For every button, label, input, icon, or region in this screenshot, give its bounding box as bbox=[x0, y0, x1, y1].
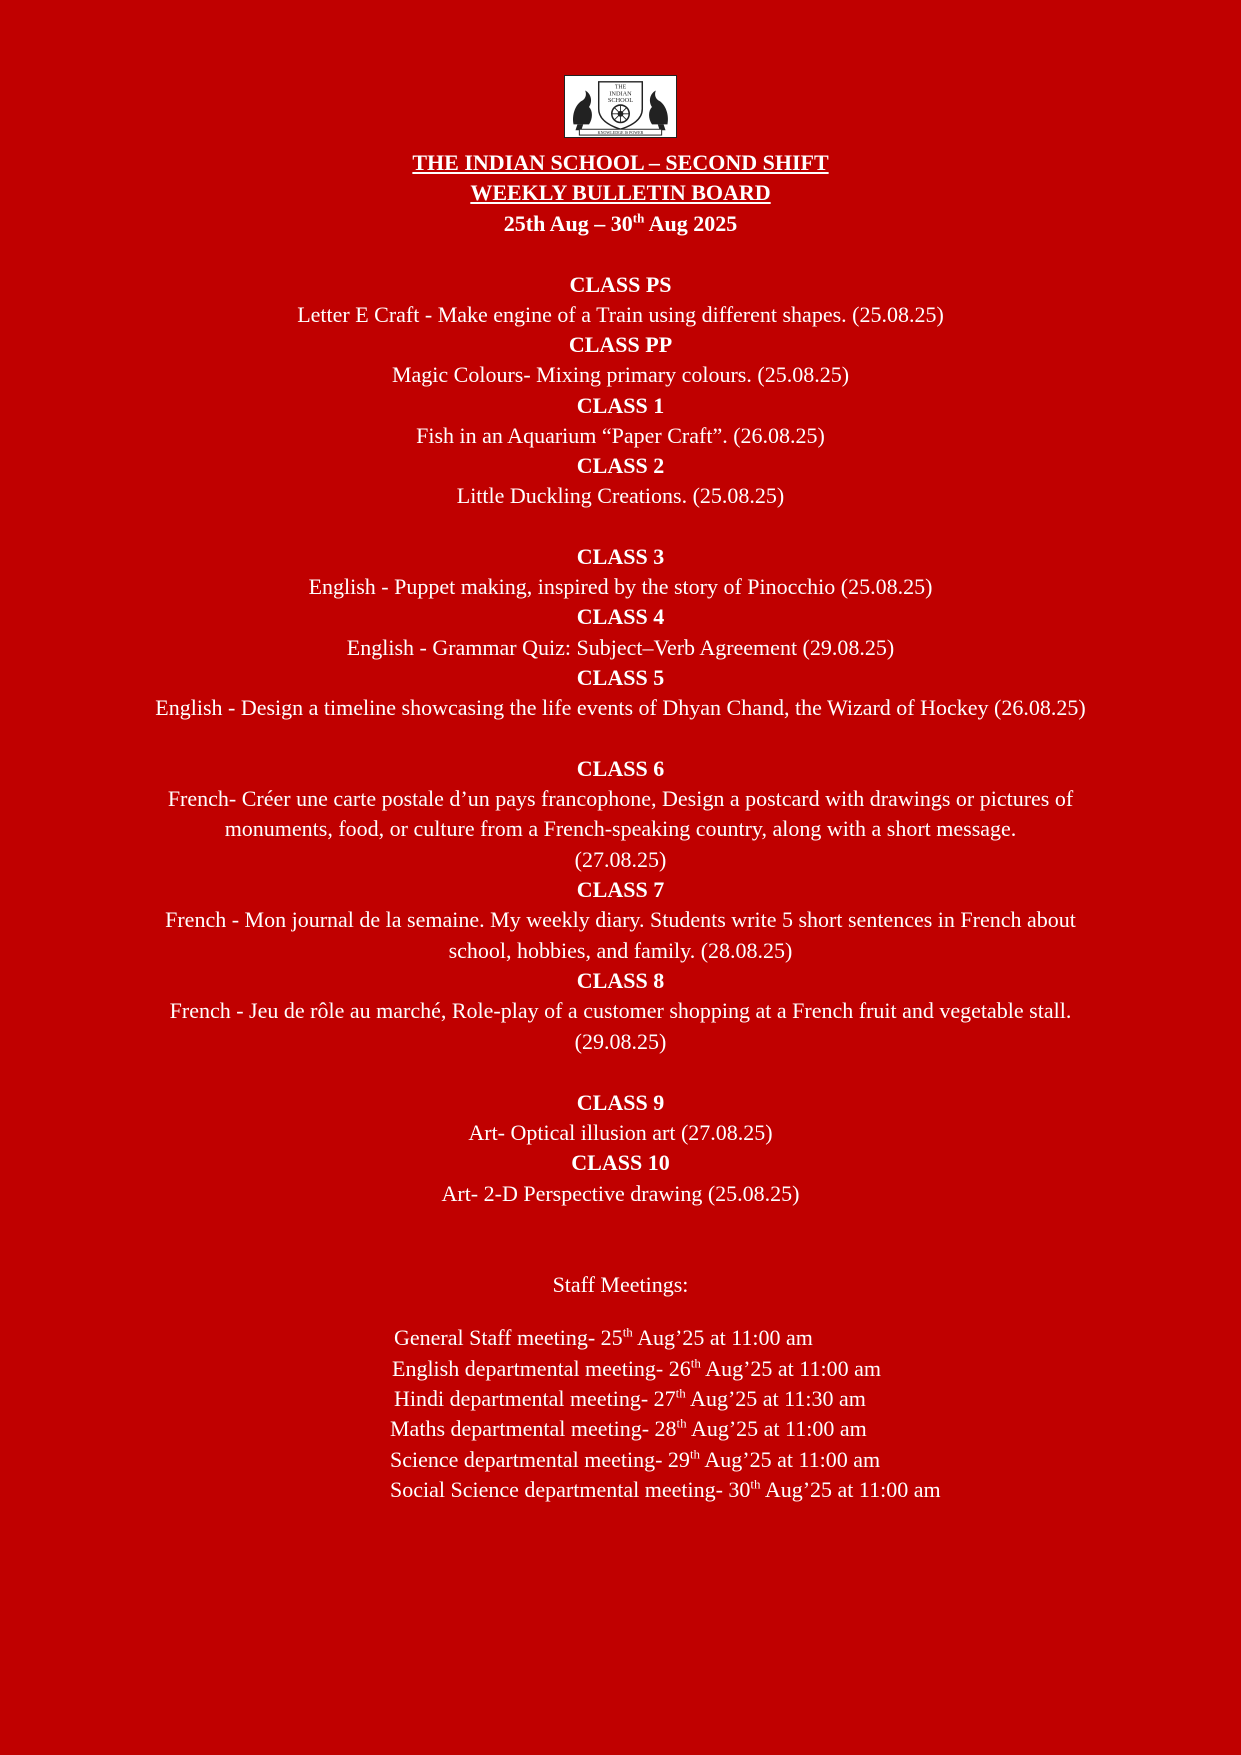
class-heading: CLASS 3 bbox=[576, 544, 665, 569]
class-activity: Art- 2-D Perspective drawing (25.08.25) bbox=[441, 1181, 800, 1206]
class-activity: French- Créer une carte postale d’un pays francophone, Design a postcard with drawings or pictures of bbox=[167, 786, 1074, 811]
class-activity: Magic Colours- Mixing primary colours. (25.08.25) bbox=[391, 362, 850, 387]
staff-meeting-item bbox=[394, 1323, 813, 1353]
meeting-text: General Staff meeting- 25 bbox=[394, 1325, 623, 1350]
meeting-text: Science departmental meeting- 29 bbox=[390, 1447, 690, 1472]
meeting-sup: th bbox=[750, 1476, 761, 1492]
class-activity: (27.08.25) bbox=[574, 847, 667, 872]
class-heading: CLASS PS bbox=[569, 272, 672, 297]
meeting-time: Aug’25 at 11:00 am bbox=[760, 1477, 941, 1502]
meeting-time: Aug’25 at 11:00 am bbox=[700, 1447, 881, 1472]
date-range bbox=[0, 209, 1241, 239]
date-range-start: 25th Aug – 30 bbox=[503, 211, 633, 236]
meeting-time: Aug’25 at 11:00 am bbox=[686, 1416, 867, 1441]
class-activity: monuments, food, or culture from a French-speaking country, along with a short message. bbox=[224, 816, 1017, 841]
meeting-text: English departmental meeting- 26 bbox=[392, 1356, 691, 1381]
staff-meetings-heading: Staff Meetings: bbox=[552, 1272, 689, 1297]
meeting-text: Social Science departmental meeting- 30 bbox=[390, 1477, 751, 1502]
class-activity: (29.08.25) bbox=[574, 1029, 667, 1054]
crest-text-top: THE bbox=[614, 84, 627, 91]
meeting-sup: th bbox=[690, 1355, 701, 1371]
meeting-sup: th bbox=[622, 1324, 633, 1340]
class-activity: school, hobbies, and family. (28.08.25) bbox=[448, 938, 793, 963]
meeting-sup: th bbox=[675, 1385, 686, 1401]
meeting-time: Aug’25 at 11:00 am bbox=[700, 1356, 881, 1381]
meeting-sup: th bbox=[689, 1446, 701, 1462]
meeting-time: Aug’25 at 11:00 am bbox=[632, 1325, 813, 1350]
class-heading: CLASS 9 bbox=[576, 1090, 665, 1115]
staff-meeting-item bbox=[390, 1414, 867, 1444]
class-heading: CLASS 6 bbox=[576, 756, 665, 781]
crest-text-indian: INDIAN bbox=[609, 90, 632, 98]
staff-meeting-item bbox=[392, 1354, 881, 1384]
staff-meeting-item bbox=[390, 1445, 880, 1475]
meeting-sup: th bbox=[676, 1415, 687, 1431]
class-heading: CLASS 7 bbox=[576, 877, 665, 902]
crest-motto: KNOWLEDGE IS POWER bbox=[597, 130, 644, 136]
date-range-end: Aug 2025 bbox=[644, 211, 738, 236]
staff-meeting-item bbox=[390, 1475, 941, 1505]
class-activity: Letter E Craft - Make engine of a Train using different shapes. (25.08.25) bbox=[297, 302, 944, 327]
class-heading: CLASS 8 bbox=[576, 968, 665, 993]
school-title: THE INDIAN SCHOOL – SECOND SHIFT bbox=[412, 150, 829, 175]
class-heading: CLASS 10 bbox=[571, 1150, 670, 1175]
class-heading: CLASS 1 bbox=[576, 393, 665, 418]
class-heading: CLASS PP bbox=[568, 332, 673, 357]
class-activity: English - Design a timeline showcasing the life events of Dhyan Chand, the Wizard of Hockey (26.08.25) bbox=[155, 695, 1086, 720]
date-range-sup: th bbox=[632, 210, 645, 226]
staff-meeting-item bbox=[394, 1384, 866, 1414]
school-crest-icon bbox=[564, 75, 677, 138]
crest-text-school: SCHOOL bbox=[607, 97, 634, 105]
class-heading: CLASS 2 bbox=[576, 453, 665, 478]
bulletin-title: WEEKLY BULLETIN BOARD bbox=[470, 180, 771, 205]
class-activity: English - Grammar Quiz: Subject–Verb Agreement (29.08.25) bbox=[346, 635, 895, 660]
class-heading: CLASS 5 bbox=[576, 665, 665, 690]
class-activity: Fish in an Aquarium “Paper Craft”. (26.08.25) bbox=[416, 423, 825, 448]
class-activity: French - Jeu de rôle au marché, Role-play of a customer shopping at a French fruit and vegetable stall. bbox=[169, 998, 1072, 1023]
class-heading: CLASS 4 bbox=[576, 604, 665, 629]
class-activity: English - Puppet making, inspired by the story of Pinocchio (25.08.25) bbox=[308, 574, 933, 599]
class-activity: Art- Optical illusion art (27.08.25) bbox=[468, 1120, 773, 1145]
class-activity: Little Duckling Creations. (25.08.25) bbox=[456, 483, 785, 508]
meeting-time: Aug’25 at 11:30 am bbox=[685, 1386, 866, 1411]
class-activity: French - Mon journal de la semaine. My weekly diary. Students write 5 short sentences in French about bbox=[165, 907, 1076, 932]
meeting-text: Maths departmental meeting- 28 bbox=[390, 1416, 677, 1441]
meeting-text: Hindi departmental meeting- 27 bbox=[394, 1386, 676, 1411]
